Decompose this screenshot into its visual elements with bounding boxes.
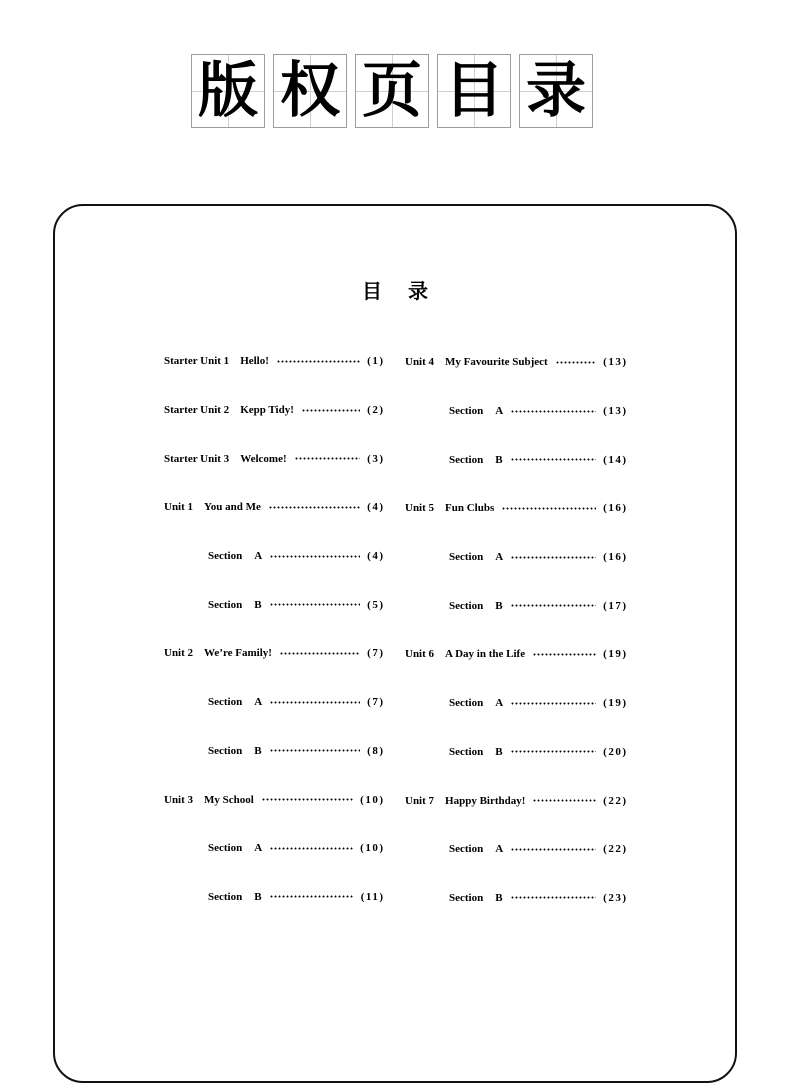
entry-page-number: (23) — [603, 891, 628, 904]
leader-dots — [502, 507, 596, 510]
toc-title: 目 录 — [362, 279, 428, 303]
entry-page-number: (10) — [360, 842, 385, 855]
leader-dots — [270, 749, 361, 752]
page-header-title — [191, 54, 593, 128]
toc-entry-section — [405, 581, 626, 630]
toc-entry-section — [164, 727, 383, 776]
section-label: Section — [449, 551, 484, 564]
entry-label: Unit 2 — [164, 647, 194, 660]
toc-entry-unit — [164, 629, 383, 678]
leader-dots — [511, 848, 596, 851]
toc-entry-unit — [164, 775, 383, 824]
entry-page-number: (17) — [603, 599, 628, 612]
leader-dots — [511, 750, 597, 753]
leader-dots — [270, 555, 360, 558]
entry-page-number: (7) — [367, 696, 385, 709]
section-label: Section — [449, 843, 484, 856]
entry-title: Hello! — [240, 355, 269, 368]
entry-page-number: (20) — [603, 745, 628, 758]
leader-dots — [533, 653, 596, 656]
entry-page-number: (19) — [603, 697, 628, 710]
title-char-box — [191, 54, 265, 128]
leader-dots — [511, 702, 596, 705]
section-label: Section — [449, 405, 484, 418]
entry-title: You and Me — [204, 501, 261, 514]
entry-title: Fun Clubs — [445, 502, 495, 515]
toc-entry-unit — [164, 434, 383, 483]
leader-dots — [533, 799, 596, 802]
entry-page-number: (4) — [367, 501, 385, 514]
title-char: 录 — [526, 56, 586, 126]
entry-page-number: (4) — [367, 550, 385, 563]
title-char: 目 — [444, 56, 504, 126]
entry-page-number: (22) — [603, 794, 628, 807]
entry-title: Kepp Tidy! — [240, 404, 294, 417]
toc-entry-section — [405, 435, 626, 484]
title-char: 版 — [198, 56, 258, 126]
entry-page-number: (16) — [603, 502, 628, 515]
section-letter: A — [495, 405, 504, 418]
entry-page-number: (13) — [603, 405, 628, 418]
section-letter: B — [254, 890, 262, 903]
section-label: Section — [208, 598, 243, 611]
title-char-box — [519, 54, 593, 128]
entry-page-number: (22) — [603, 843, 628, 856]
entry-page-number: (3) — [367, 452, 385, 465]
entry-title: Welcome! — [240, 452, 287, 465]
entry-label: Unit 1 — [164, 501, 194, 514]
section-letter: A — [495, 843, 504, 856]
toc-entry-unit — [405, 776, 626, 825]
title-char: 权 — [280, 56, 340, 126]
leader-dots — [262, 798, 353, 801]
section-label: Section — [449, 453, 484, 466]
toc-entry-unit — [164, 483, 383, 532]
toc-entry-section — [405, 387, 626, 436]
leader-dots — [270, 847, 353, 850]
toc-entry-section — [164, 873, 383, 922]
entry-page-number: (2) — [367, 404, 385, 417]
section-letter: B — [495, 599, 503, 612]
section-letter: B — [254, 598, 262, 611]
entry-label: Starter Unit 2 — [164, 404, 230, 417]
toc-column-right — [405, 338, 626, 922]
entry-label: Unit 6 — [405, 648, 435, 661]
toc-entry-section — [164, 678, 383, 727]
toc-entry-section — [164, 532, 383, 581]
section-label: Section — [449, 599, 484, 612]
section-letter: B — [495, 453, 503, 466]
section-letter: A — [495, 697, 504, 710]
title-char-box — [355, 54, 429, 128]
section-label: Section — [449, 745, 484, 758]
leader-dots — [302, 409, 360, 412]
entry-page-number: (11) — [360, 890, 385, 903]
leader-dots — [269, 506, 360, 509]
leader-dots — [270, 895, 354, 898]
leader-dots — [511, 896, 597, 899]
section-label: Section — [208, 696, 243, 709]
section-label: Section — [449, 697, 484, 710]
toc-entry-section — [164, 824, 383, 873]
entry-page-number: (13) — [603, 356, 628, 369]
leader-dots — [556, 361, 596, 364]
toc-entry-unit — [405, 630, 626, 679]
entry-page-number: (8) — [367, 744, 385, 757]
entry-title: My Favourite Subject — [445, 356, 548, 369]
leader-dots — [511, 556, 596, 559]
entry-title: A Day in the Life — [445, 648, 526, 661]
section-letter: B — [254, 744, 262, 757]
entry-title: We’re Family! — [204, 647, 272, 660]
leader-dots — [277, 360, 360, 363]
entry-page-number: (16) — [603, 551, 628, 564]
section-letter: B — [495, 745, 503, 758]
title-char: 页 — [362, 56, 422, 126]
toc-entry-unit — [164, 386, 383, 435]
toc-entry-section — [405, 825, 626, 874]
entry-label: Unit 7 — [405, 794, 435, 807]
entry-page-number: (14) — [603, 453, 628, 466]
section-label: Section — [208, 890, 243, 903]
toc-entry-unit — [405, 338, 626, 387]
leader-dots — [295, 457, 361, 460]
section-letter: A — [495, 551, 504, 564]
section-letter: A — [254, 550, 263, 563]
toc-entry-section — [405, 533, 626, 582]
section-label: Section — [208, 550, 243, 563]
entry-label: Starter Unit 1 — [164, 355, 230, 368]
entry-page-number: (10) — [360, 793, 385, 806]
entry-page-number: (7) — [367, 647, 385, 660]
toc-entry-unit — [405, 484, 626, 533]
leader-dots — [511, 604, 597, 607]
section-letter: A — [254, 842, 263, 855]
title-char-box — [437, 54, 511, 128]
entry-page-number: (1) — [367, 355, 385, 368]
leader-dots — [511, 458, 597, 461]
leader-dots — [280, 652, 360, 655]
toc-entry-section — [405, 679, 626, 728]
toc-panel — [53, 204, 737, 1083]
section-letter: B — [495, 891, 503, 904]
entry-title: Happy Birthday! — [445, 794, 526, 807]
entry-title: My School — [204, 793, 254, 806]
entry-label: Starter Unit 3 — [164, 452, 230, 465]
toc-column-left — [164, 337, 383, 921]
leader-dots — [511, 410, 596, 413]
toc-entry-section — [164, 580, 383, 629]
toc-entry-section — [405, 728, 626, 777]
section-letter: A — [254, 696, 263, 709]
leader-dots — [270, 603, 361, 606]
section-label: Section — [449, 891, 484, 904]
entry-label: Unit 3 — [164, 793, 194, 806]
toc-entry-section — [405, 874, 626, 923]
entry-page-number: (19) — [603, 648, 628, 661]
section-label: Section — [208, 744, 243, 757]
leader-dots — [270, 701, 360, 704]
section-label: Section — [208, 842, 243, 855]
toc-entry-unit — [164, 337, 383, 386]
entry-label: Unit 5 — [405, 502, 435, 515]
entry-page-number: (5) — [367, 598, 385, 611]
entry-label: Unit 4 — [405, 356, 435, 369]
title-char-box — [273, 54, 347, 128]
